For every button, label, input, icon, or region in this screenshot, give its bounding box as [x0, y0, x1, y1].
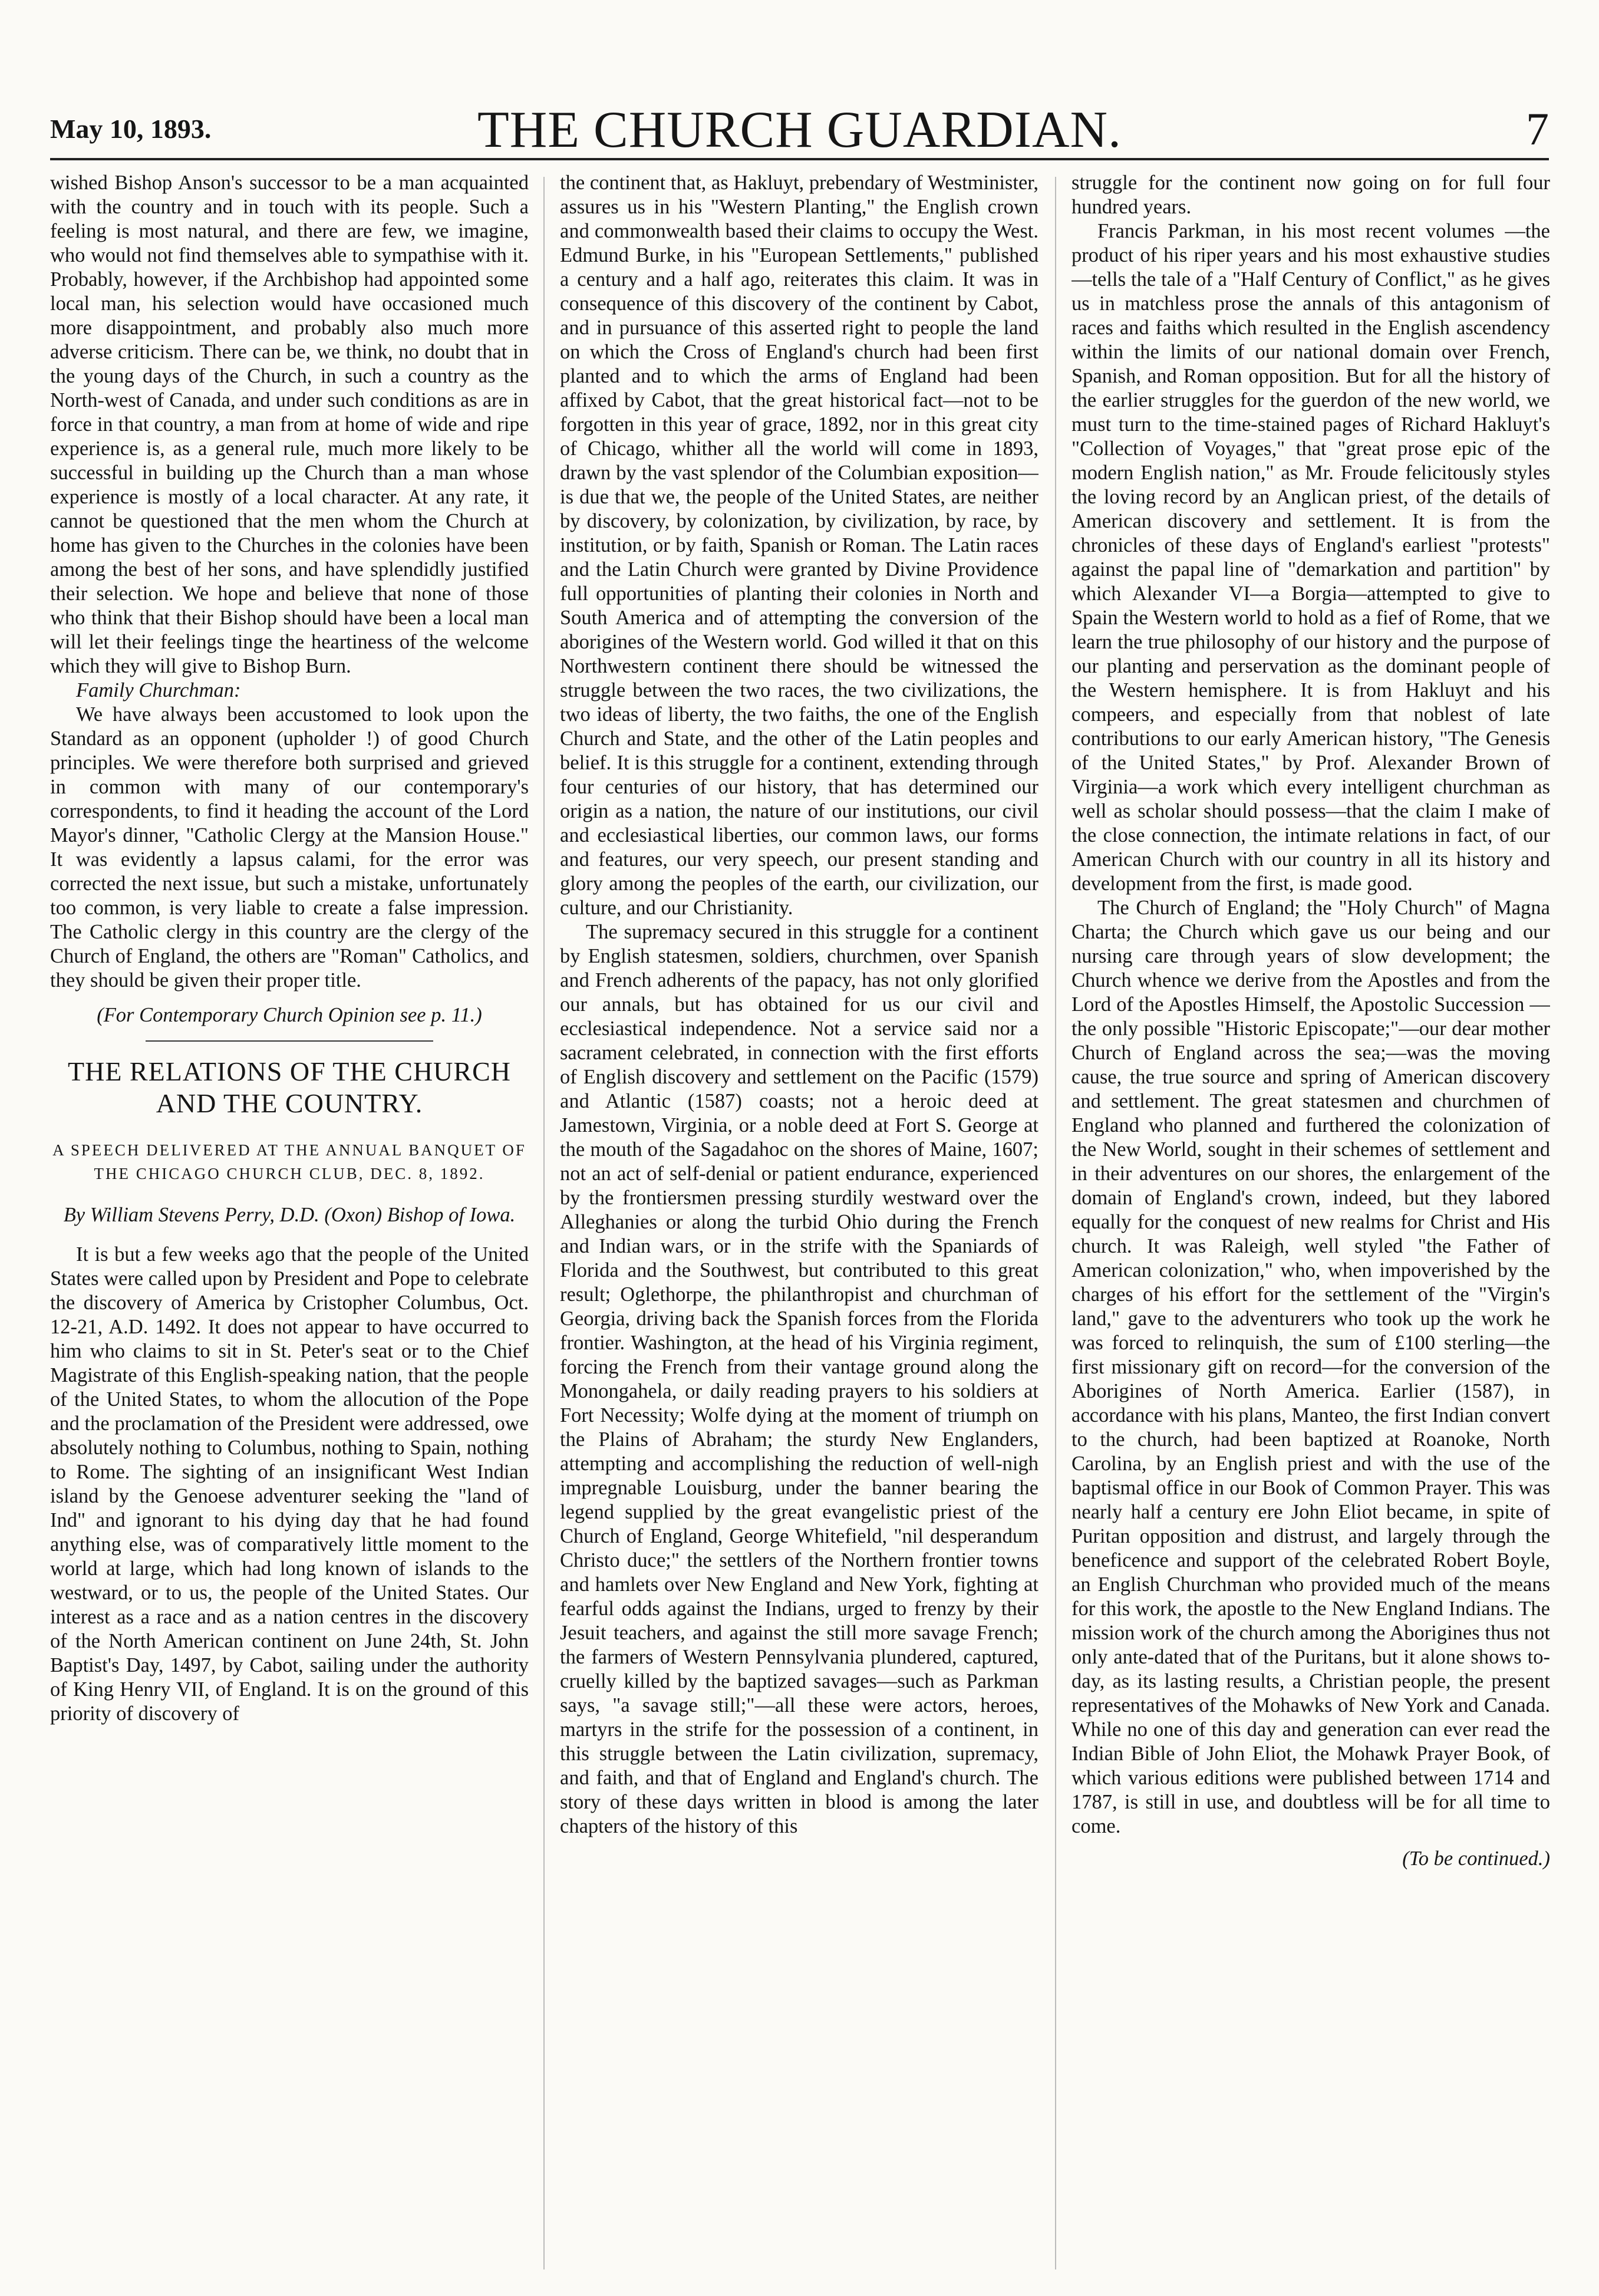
- paragraph: wished Bishop Anson's successor to be a man acquainted with the country and in touch with its people. Such a feeling is most natural, and there are few, we imagine, who would not find themselves able to sympathise with it. Probably, however, if the Archbishop had appointed some local man, his selection would have occasioned much more disappointment, and probably also much more adverse criticism. There can be, we think, no doubt that in the young days of the Church, in such a country as the North-west of Canada, and under such conditions as are in force in that country, a man from at home of wide and ripe experience is, as a general rule, much more likely to be successful in building up the Church than a man whose experience is mostly of a local character. At any rate, it cannot be questioned that the men whom the Church at home has given to the Churches in the colonies have been among the best of her sons, and have splendidly justified their selection. We hope and believe that none of those who think that their Bishop should have been a local man will let their feelings tinge the heartiness of the welcome which they will give to Bishop Burn.: [50, 172, 529, 677]
- paragraph: The Church of England; the "Holy Church" of Magna Charta; the Church which gave us our being and our nursing care through years of slow development; the Church whence we derive from the Apostles and from the Lord of the Apostles Himself, the Apostolic Succession —the only possible "Historic Episcopate;"—our dear mother Church of England across the sea;—was the moving cause, the true source and spring of American discovery and settlement. The great statesmen and churchmen of England who planned and furthered the colonization of the New World, sought in their schemes of settlement and in their adventures on our shores, the enlargement of the domain of England's crown, indeed, but they labored equally for the conquest of new realms for Christ and His church. It was Raleigh, well styled "the Father of American colonization," who, when impoverished by the charges of his effort for the settlement of the "Virgin's land," gave to the adventurers who took up the work he was forced to relinquish, the sum of £100 sterling—the first missionary gift on record—for the conversion of the Aborigines of North America. Earlier (1587), in accordance with his plans, Manteo, the first Indian convert to the church, had been baptized at Roanoke, North Carolina, by an English priest and with the use of the baptismal office in our Book of Common Prayer. This was nearly half a century ere John Eliot became, in spite of Puritan opposition and distrust, and largely through the beneficence and support of the celebrated Robert Boyle, an English Churchman who provided much of the means for this work, the apostle to the New England Indians. The mission work of the church among the Aborigines thus not only ante-dated that of the Puritans, but it alone shows to-day, as its lasting results, a Christian people, the present representatives of the Mohawks of New York and Canada. While no one of this day and generation can ever read the Indian Bible of John Eliot, the Mohawk Prayer Book, of which various editions were published between 1714 and 1787, is still in use, and doubtless will be for all time to come.: [1072, 897, 1550, 1837]
- article-title: THE RELATIONS OF THE CHURCH AND THE COUNTRY.: [68, 1056, 511, 1118]
- column-divider: [543, 177, 545, 2269]
- paragraph: We have always been accustomed to look upon the Standard as an opponent (upholder !) of good Church principles. We were therefore both surprised and grieved in common with many of our contemporary's correspondents, to find it heading the account of the Lord Mayor's dinner, "Catholic Clergy at the Mansion House." It was evidently a lapsus calami, for the error was corrected the next issue, but such a mistake, unfortunately too common, is very liable to create a false impression. The Catholic clergy in this country are the clergy of the Church of England, the others are "Roman" Catholics, and they should be given their proper title.: [50, 703, 529, 991]
- column-2: [560, 171, 1038, 2269]
- issue-date: May 10, 1893.: [50, 114, 212, 144]
- paragraph: It is but a few weeks ago that the people of the United States were called upon by President and Pope to celebrate the discovery of America by Cristopher Columbus, Oct. 12-21, A.D. 1492. It does not appear to have occurred to him who claims to sit in St. Peter's seat or to the Chief Magistrate of this English-speaking nation, that the people of the United States, to whom the allocution of the Pope and the proclamation of the President were addressed, owe absolutely nothing to Columbus, nothing to Spain, nothing to Rome. The sighting of an insignificant West Indian island by the Genoese adventurer seeking the "land of Ind" and ignorant to his dying day that he had found anything else, was of comparatively little moment to the world at large, which had long known of islands to the westward, or to us, the people of the United States. Our interest as a race and as a nation centres in the discovery of the North American continent on June 24th, St. John Baptist's Day, 1497, by Cabot, sailing under the authority of King Henry VII, of England. It is on the ground of this priority of discovery of: [50, 1243, 529, 1725]
- paragraph: struggle for the continent now going on for full four hundred years.: [1072, 172, 1550, 218]
- newspaper-title: THE CHURCH GUARDIAN.: [477, 101, 1122, 159]
- paragraph: Francis Parkman, in his most recent volumes —the product of his riper years and his most exhaustive studies—tells the tale of a "Half Century of Conflict," as he gives us in matchless prose the annals of this antagonism of races and faiths which resulted in the English ascendency within the limits of our national domain over French, Spanish, and Roman opposition. But for all the history of the earlier struggles for the guerdon of the new world, we must turn to the time-stained pages of Richard Hakluyt's "Collection of Voyages," that "great prose epic of the modern English nation," as Mr. Froude felicitously styles the loving record by an Anglican priest, of the details of American discovery and settlement. It is from the chronicles of these days of England's earliest "protests" against the papal line of "demarkation and partition" by which Alexander VI—a Borgia—attempted to give to Spain the Western world to hold as a fief of Rome, that we learn the true philosophy of our history and the purpose of our planting and perservation as the dominant people of the Western hemisphere. It is from Hakluyt and his compeers, and especially from that noblest of late contributions to our early American history, "The Genesis of the United States," by Prof. Alexander Brown of Virginia—a work which every intelligent churchman as well as scholar should possess—that the claim I make of the close connection, the intimate relations in fact, of our American Church with our country in all its history and development from the first, is made good.: [1072, 220, 1550, 895]
- column-1: [50, 171, 529, 2269]
- source-attribution: Family Churchman:: [76, 679, 241, 701]
- continued-note: (To be continued.): [1402, 1847, 1550, 1870]
- cross-reference: (For Contemporary Church Opinion see p. 11.): [97, 1004, 482, 1026]
- column-divider: [1055, 177, 1056, 2269]
- paragraph: the continent that, as Hakluyt, prebendary of Westminister, assures us in his "Western Planting," the English crown and commonwealth based their claims to occupy the West. Edmund Burke, in his "European Settlements," published a century and a half ago, reiterates this claim. It was in consequence of this discovery of the continent by Cabot, and in pursuance of this asserted right to people the land on which the Cross of England's church had been first planted and to which the arms of England had been affixed by Cabot, that the great historical fact—not to be forgotten in this year of grace, 1892, nor in this great city of Chicago, whither all the world will come in 1893, drawn by the vast splendor of the Columbian exposition—is due that we, the people of the United States, are neither by discovery, by colonization, by civilization, by race, by institution, or by faith, Spanish or Roman. The Latin races and the Latin Church were granted by Divine Providence full opportunities of planting their colonies in North and South America and of attempting the conversion of the aborigines of the Western world. God willed it that on this Northwestern continent there should be witnessed the struggle between the two races, the two civilizations, the two ideas of liberty, the two faiths, the one of the English Church and State, and the other of the Latin peoples and belief. It is this struggle for a continent, extending through four centuries of our history, that has determined our origin as a nation, the nature of our institutions, our civil and ecclesiastical liberties, our common laws, our forms and features, our very speech, our present standing and glory among the peoples of the earth, our civilization, our culture, and our Christianity.: [560, 172, 1038, 919]
- section-rule: [146, 1040, 433, 1042]
- page-number: 7: [1526, 103, 1549, 154]
- article-subtitle: A SPEECH DELIVERED AT THE ANNUAL BANQUET OF THE CHICAGO CHURCH CLUB, DEC. 8, 1892.: [52, 1141, 526, 1182]
- article-byline: By William Stevens Perry, D.D. (Oxon) Bishop of Iowa.: [63, 1204, 516, 1226]
- masthead-rule: [50, 158, 1549, 160]
- column-3: [1072, 171, 1550, 2269]
- paragraph: The supremacy secured in this struggle for a continent by English statesmen, soldiers, churchmen, over Spanish and French adherents of the papacy, has not only glorified our annals, but has obtained for us our civil and ecclesiastical independence. Not a service said nor a sacrament celebrated, in connection with the first efforts of English discovery and settlement on the Pacific (1579) and Atlantic (1587) coasts; not a heroic deed at Jamestown, Virginia, or a noble deed at Fort S. George at the mouth of the Sagadahoc on the shores of Maine, 1607; not an act of self-denial or patient endurance, experienced by the frontiersmen pressing sturdily westward over the Alleghanies or along the turbid Ohio during the French and Indian wars, or in the strife with the Spaniards of Florida and the Southwest, but contributed to this great result; Oglethorpe, the philanthropist and churchman of Georgia, driving back the Spanish forces from the Florida frontier. Washington, at the head of his Virginia regiment, forcing the French from their vantage ground along the Monongahela, or daily reading prayers to his soldiers at Fort Necessity; Wolfe dying at the moment of triumph on the Plains of Abraham; the sturdy New Englanders, attempting and accomplishing the reduction of well-nigh impregnable Louisburg, under the banner bearing the legend supplied by the great evangelistic priest of the Church of England, George Whitefield, "nil desperandum Christo duce;" the settlers of the Northern frontier towns and hamlets over New England and New York, fighting at fearful odds against the Indians, urged to frenzy by their Jesuit teachers, and against the still more savage French; the farmers of Western Pennsylvania plundered, captured, cruelly killed by the baptized savages—such as Parkman says, "a savage still;"—all these were actors, heroes, martyrs in the strife for the possession of a continent, in this struggle between the Latin civilization, supremacy, and faith, and that of England and England's church. The story of these days written in blood is among the later chapters of the history of this: [560, 921, 1038, 1837]
